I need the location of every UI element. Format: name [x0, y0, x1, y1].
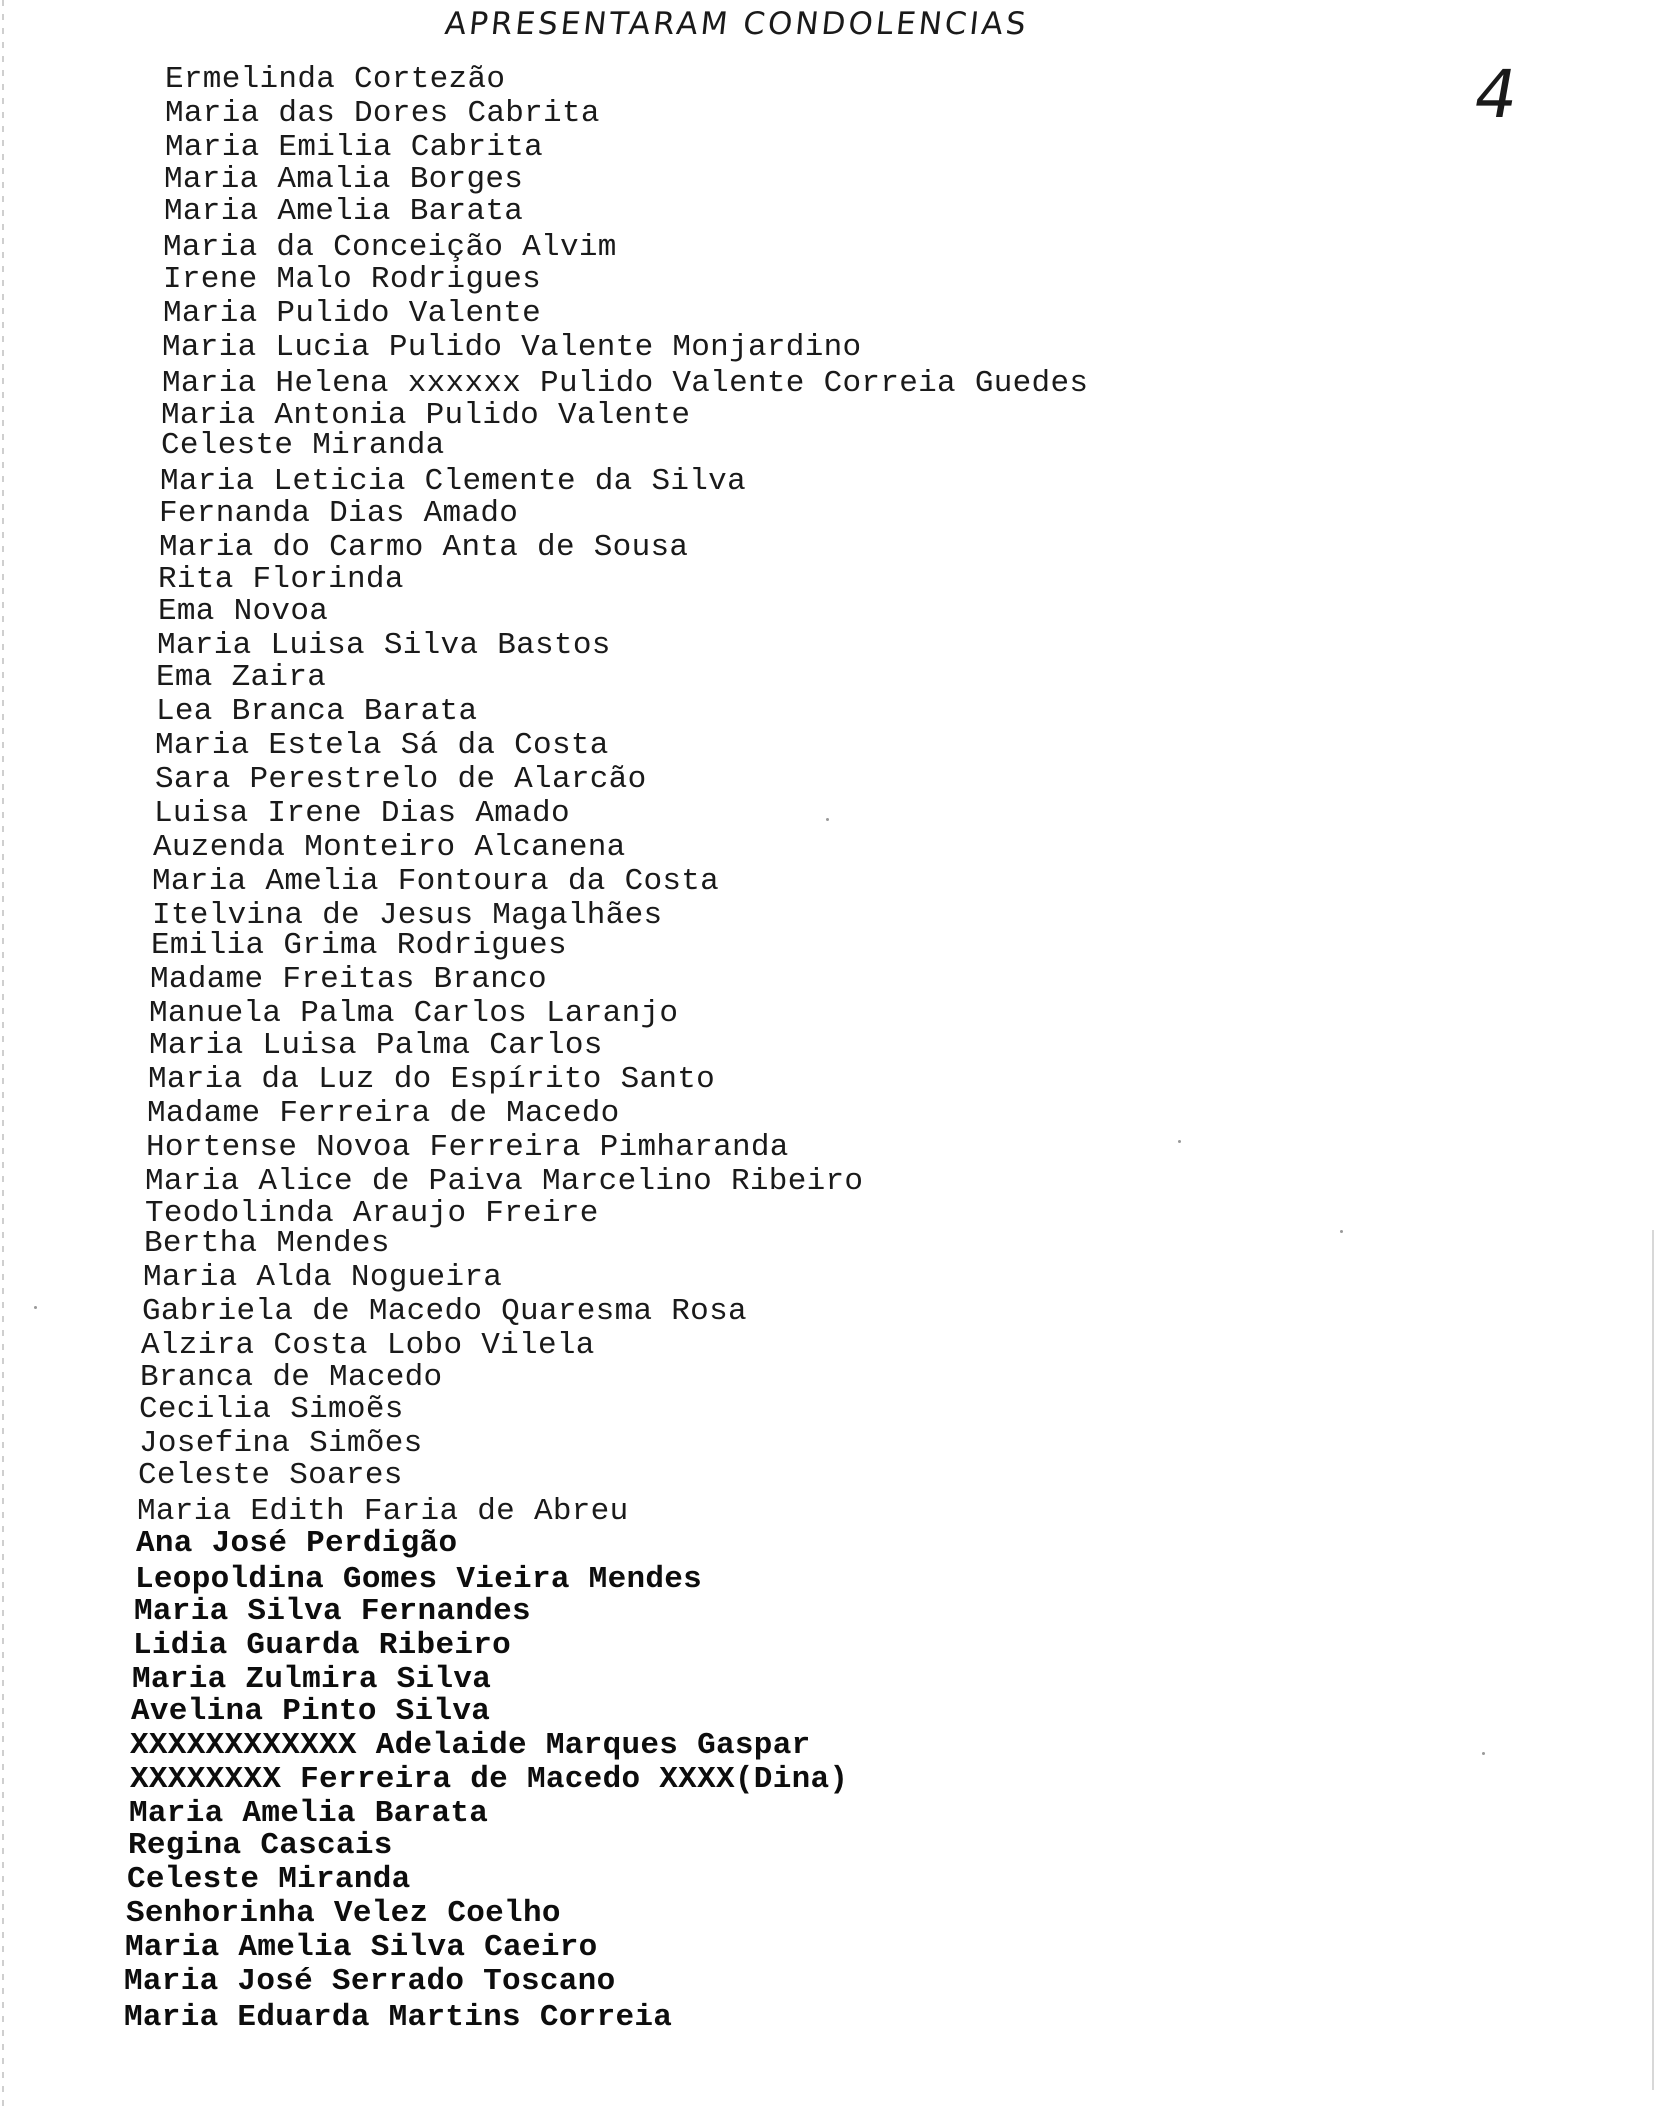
list-item: Cecilia Simoẽs [139, 1392, 404, 1427]
paper-speck [1340, 1230, 1343, 1233]
list-item: Maria Amelia Silva Caeiro [125, 1930, 598, 1965]
list-item: Luisa Irene Dias Amado [154, 796, 570, 831]
list-item: Maria José Serrado Toscano [124, 1964, 616, 1999]
list-item: Maria Lucia Pulido Valente Monjardino [162, 330, 862, 365]
list-item: Lidia Guarda Ribeiro [133, 1628, 512, 1663]
list-item: Maria Alda Nogueira [143, 1260, 503, 1295]
list-item: Itelvina de Jesus Magalhães [152, 898, 663, 933]
list-item: Maria Antonia Pulido Valente [161, 398, 691, 433]
list-item: Josefina Simões [139, 1426, 423, 1461]
list-item: Maria Leticia Clemente da Silva [160, 464, 746, 499]
list-item: Maria Luisa Palma Carlos [149, 1028, 603, 1063]
list-item: XXXXXXXX Ferreira de Macedo XXXX(Dina) [130, 1762, 849, 1797]
list-item: Sara Perestrelo de Alarcão [155, 762, 647, 797]
list-item: Avelina Pinto Silva [131, 1694, 491, 1729]
list-item: Senhorinha Velez Coelho [126, 1896, 561, 1931]
page-number: 4 [1468, 56, 1524, 133]
list-item: Hortense Novoa Ferreira Pimharanda [146, 1130, 789, 1165]
paper-speck [34, 1306, 37, 1309]
list-item: Maria Estela Sá da Costa [155, 728, 609, 763]
list-item: Auzenda Monteiro Alcanena [153, 830, 626, 865]
list-item: Maria Amelia Barata [164, 194, 524, 229]
paper-speck [1482, 1752, 1485, 1755]
list-item: Branca de Macedo [140, 1360, 443, 1395]
list-item: Celeste Miranda [127, 1862, 411, 1897]
list-item: Maria do Carmo Anta de Sousa [159, 530, 689, 565]
list-item: Madame Ferreira de Macedo [147, 1096, 620, 1131]
list-item: Fernanda Dias Amado [159, 496, 519, 531]
list-item: Maria Edith Faria de Abreu [137, 1494, 629, 1529]
list-item: Alzira Costa Lobo Vilela [141, 1328, 595, 1363]
list-item: Rita Florinda [158, 562, 404, 597]
list-item: Maria Eduarda Martins Correia [124, 2000, 673, 2035]
list-item: Manuela Palma Carlos Laranjo [149, 996, 679, 1031]
list-item: Maria Amelia Fontoura da Costa [152, 864, 720, 899]
paper-speck [826, 818, 829, 821]
list-item: Lea Branca Barata [156, 694, 478, 729]
list-item: Gabriela de Macedo Quaresma Rosa [142, 1294, 747, 1329]
list-item: Ema Novoa [158, 594, 329, 629]
list-item: Regina Cascais [128, 1828, 393, 1863]
page-title: APRESENTARAM CONDOLENCIAS [443, 6, 1031, 42]
list-item: Maria Pulido Valente [163, 296, 542, 331]
paper-speck [1178, 1140, 1181, 1143]
list-item: Ermelinda Cortezão [165, 62, 506, 97]
list-item: Emilia Grima Rodrigues [151, 928, 567, 963]
list-item: Celeste Miranda [161, 428, 445, 463]
list-item: Bertha Mendes [144, 1226, 390, 1261]
list-item: Madame Freitas Branco [150, 962, 547, 997]
list-item: Maria Silva Fernandes [134, 1594, 531, 1629]
list-item: Teodolinda Araujo Freire [145, 1196, 599, 1231]
list-item: Maria da Conceição Alvim [163, 230, 617, 265]
list-item: Maria Helena xxxxxx Pulido Valente Correia Guedes [162, 366, 1089, 401]
list-item: Maria Amelia Barata [129, 1796, 489, 1831]
list-item: Maria Emilia Cabrita [165, 130, 544, 165]
list-item: Ana José Perdigão [136, 1526, 458, 1561]
list-item: Maria da Luz do Espírito Santo [148, 1062, 716, 1097]
list-item: Leopoldina Gomes Vieira Mendes [135, 1562, 703, 1597]
list-item: Maria Amalia Borges [164, 162, 524, 197]
list-item: Maria Alice de Paiva Marcelino Ribeiro [145, 1164, 864, 1199]
list-item: Maria das Dores Cabrita [165, 96, 600, 131]
list-item: Irene Malo Rodrigues [163, 262, 542, 297]
list-item: XXXXXXXXXXXX Adelaide Marques Gaspar [130, 1728, 811, 1763]
list-item: Maria Luisa Silva Bastos [157, 628, 611, 663]
list-item: Maria Zulmira Silva [132, 1662, 492, 1697]
list-item: Celeste Soares [138, 1458, 403, 1493]
list-item: Ema Zaira [156, 660, 327, 695]
